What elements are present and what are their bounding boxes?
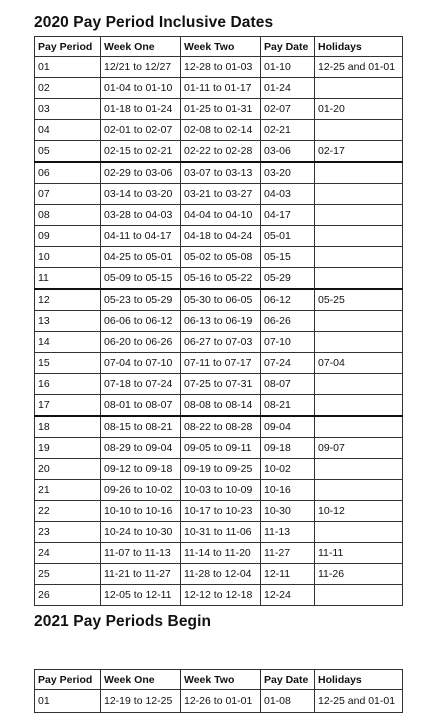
cell-pay-period: 14 [35, 332, 101, 353]
cell-pay-date: 10-02 [261, 459, 315, 480]
cell-holidays [315, 268, 403, 290]
cell-pay-date: 01-24 [261, 78, 315, 99]
cell-holidays [315, 374, 403, 395]
cell-week-one: 08-01 to 08-07 [101, 395, 181, 417]
cell-holidays [315, 162, 403, 184]
cell-holidays: 12-25 and 01-01 [315, 690, 403, 713]
cell-pay-period: 01 [35, 57, 101, 78]
cell-pay-date: 10-30 [261, 501, 315, 522]
cell-pay-date: 07-10 [261, 332, 315, 353]
header-holidays: Holidays [315, 37, 403, 57]
cell-holidays: 09-07 [315, 438, 403, 459]
cell-pay-date: 03-06 [261, 141, 315, 163]
table-row [35, 332, 403, 353]
cell-holidays [315, 78, 403, 99]
header-pay-date: Pay Date [261, 37, 315, 57]
cell-pay-period: 25 [35, 564, 101, 585]
cell-holidays: 02-17 [315, 141, 403, 163]
cell-week-one: 02-29 to 03-06 [101, 162, 181, 184]
header-week-one: Week One [101, 670, 181, 690]
cell-pay-period: 26 [35, 585, 101, 606]
cell-week-two: 06-27 to 07-03 [181, 332, 261, 353]
cell-pay-period: 07 [35, 184, 101, 205]
table-row [35, 162, 403, 184]
cell-pay-period: 15 [35, 353, 101, 374]
cell-pay-date: 01-08 [261, 690, 315, 713]
cell-pay-date: 07-24 [261, 353, 315, 374]
cell-pay-period: 04 [35, 120, 101, 141]
cell-pay-period: 18 [35, 416, 101, 438]
cell-holidays: 11-26 [315, 564, 403, 585]
cell-pay-period: 23 [35, 522, 101, 543]
cell-week-two: 07-25 to 07-31 [181, 374, 261, 395]
cell-week-two: 12-26 to 01-01 [181, 690, 261, 713]
cell-week-one: 09-12 to 09-18 [101, 459, 181, 480]
cell-pay-period: 16 [35, 374, 101, 395]
cell-week-one: 04-11 to 04-17 [101, 226, 181, 247]
cell-week-two: 02-08 to 02-14 [181, 120, 261, 141]
cell-pay-period: 09 [35, 226, 101, 247]
cell-week-two: 03-07 to 03-13 [181, 162, 261, 184]
table-row [35, 585, 403, 606]
cell-week-one: 02-15 to 02-21 [101, 141, 181, 163]
header-week-two: Week Two [181, 670, 261, 690]
cell-pay-date: 06-26 [261, 311, 315, 332]
header-pay-period: Pay Period [35, 670, 101, 690]
header-row [35, 37, 403, 57]
header-pay-period: Pay Period [35, 37, 101, 57]
table-row [35, 480, 403, 501]
cell-week-one: 01-04 to 01-10 [101, 78, 181, 99]
cell-week-two: 12-28 to 01-03 [181, 57, 261, 78]
cell-week-one: 01-18 to 01-24 [101, 99, 181, 120]
header-row [35, 670, 403, 690]
cell-week-one: 08-15 to 08-21 [101, 416, 181, 438]
cell-pay-period: 20 [35, 459, 101, 480]
cell-holidays [315, 120, 403, 141]
table-row [35, 459, 403, 480]
cell-week-one: 09-26 to 10-02 [101, 480, 181, 501]
cell-pay-period: 11 [35, 268, 101, 290]
cell-pay-date: 01-10 [261, 57, 315, 78]
cell-week-two: 04-18 to 04-24 [181, 226, 261, 247]
table-row [35, 289, 403, 311]
pay-periods-2020-table [34, 36, 403, 606]
cell-pay-date: 11-27 [261, 543, 315, 564]
cell-holidays: 01-20 [315, 99, 403, 120]
cell-week-one: 04-25 to 05-01 [101, 247, 181, 268]
cell-pay-period: 17 [35, 395, 101, 417]
header-holidays: Holidays [315, 670, 403, 690]
cell-week-two: 07-11 to 07-17 [181, 353, 261, 374]
cell-pay-period: 08 [35, 205, 101, 226]
cell-week-two: 01-11 to 01-17 [181, 78, 261, 99]
cell-pay-date: 08-07 [261, 374, 315, 395]
cell-holidays [315, 205, 403, 226]
cell-week-two: 10-31 to 11-06 [181, 522, 261, 543]
cell-pay-date: 09-04 [261, 416, 315, 438]
cell-holidays: 10-12 [315, 501, 403, 522]
table-row [35, 184, 403, 205]
cell-pay-date: 12-24 [261, 585, 315, 606]
cell-holidays: 12-25 and 01-01 [315, 57, 403, 78]
cell-week-one: 03-28 to 04-03 [101, 205, 181, 226]
cell-holidays [315, 311, 403, 332]
cell-week-one: 05-09 to 05-15 [101, 268, 181, 290]
header-week-two: Week Two [181, 37, 261, 57]
cell-pay-period: 05 [35, 141, 101, 163]
cell-week-one: 06-06 to 06-12 [101, 311, 181, 332]
table-row [35, 374, 403, 395]
cell-pay-date: 05-01 [261, 226, 315, 247]
cell-week-two: 08-22 to 08-28 [181, 416, 261, 438]
cell-pay-period: 24 [35, 543, 101, 564]
cell-holidays [315, 522, 403, 543]
cell-week-one: 10-10 to 10-16 [101, 501, 181, 522]
cell-week-one: 03-14 to 03-20 [101, 184, 181, 205]
cell-holidays: 05-25 [315, 289, 403, 311]
cell-holidays [315, 226, 403, 247]
cell-pay-period: 03 [35, 99, 101, 120]
cell-week-one: 02-01 to 02-07 [101, 120, 181, 141]
cell-week-one: 11-21 to 11-27 [101, 564, 181, 585]
cell-holidays [315, 184, 403, 205]
cell-week-two: 09-05 to 09-11 [181, 438, 261, 459]
cell-pay-date: 04-03 [261, 184, 315, 205]
cell-week-one: 08-29 to 09-04 [101, 438, 181, 459]
cell-holidays: 07-04 [315, 353, 403, 374]
cell-week-two: 04-04 to 04-10 [181, 205, 261, 226]
cell-week-two: 09-19 to 09-25 [181, 459, 261, 480]
cell-holidays [315, 395, 403, 417]
cell-week-two: 05-02 to 05-08 [181, 247, 261, 268]
pay-periods-2021-table [34, 669, 403, 713]
cell-pay-period: 10 [35, 247, 101, 268]
cell-pay-period: 02 [35, 78, 101, 99]
cell-holidays [315, 247, 403, 268]
cell-pay-period: 22 [35, 501, 101, 522]
header-week-one: Week One [101, 37, 181, 57]
table-row [35, 690, 403, 713]
table-row [35, 78, 403, 99]
table-row [35, 99, 403, 120]
cell-week-one: 07-04 to 07-10 [101, 353, 181, 374]
cell-week-one: 10-24 to 10-30 [101, 522, 181, 543]
cell-pay-date: 05-29 [261, 268, 315, 290]
table-row [35, 311, 403, 332]
cell-holidays [315, 459, 403, 480]
cell-pay-period: 01 [35, 690, 101, 713]
table-row [35, 522, 403, 543]
cell-pay-period: 06 [35, 162, 101, 184]
cell-pay-date: 05-15 [261, 247, 315, 268]
cell-week-one: 12-05 to 12-11 [101, 585, 181, 606]
cell-week-one: 06-20 to 06-26 [101, 332, 181, 353]
cell-pay-date: 12-11 [261, 564, 315, 585]
cell-week-one: 12-19 to 12-25 [101, 690, 181, 713]
table-row [35, 57, 403, 78]
title-2021: 2021 Pay Periods Begin [34, 613, 212, 630]
cell-holidays: 11-11 [315, 543, 403, 564]
cell-pay-period: 21 [35, 480, 101, 501]
cell-week-two: 10-17 to 10-23 [181, 501, 261, 522]
cell-holidays [315, 480, 403, 501]
cell-week-two: 01-25 to 01-31 [181, 99, 261, 120]
table-row [35, 501, 403, 522]
cell-pay-date: 11-13 [261, 522, 315, 543]
cell-week-two: 08-08 to 08-14 [181, 395, 261, 417]
cell-pay-date: 09-18 [261, 438, 315, 459]
cell-week-two: 06-13 to 06-19 [181, 311, 261, 332]
cell-pay-date: 04-17 [261, 205, 315, 226]
cell-week-two: 11-14 to 11-20 [181, 543, 261, 564]
cell-pay-date: 02-21 [261, 120, 315, 141]
cell-week-one: 11-07 to 11-13 [101, 543, 181, 564]
table-row [35, 120, 403, 141]
cell-holidays [315, 416, 403, 438]
table-row [35, 395, 403, 417]
cell-pay-date: 10-16 [261, 480, 315, 501]
cell-pay-date: 03-20 [261, 162, 315, 184]
table-row [35, 543, 403, 564]
header-pay-date: Pay Date [261, 670, 315, 690]
cell-week-two: 11-28 to 12-04 [181, 564, 261, 585]
cell-holidays [315, 585, 403, 606]
cell-week-one: 12/21 to 12/27 [101, 57, 181, 78]
cell-week-two: 12-12 to 12-18 [181, 585, 261, 606]
cell-week-two: 05-30 to 06-05 [181, 289, 261, 311]
cell-holidays [315, 332, 403, 353]
table-row [35, 141, 403, 163]
table-row [35, 226, 403, 247]
cell-week-two: 10-03 to 10-09 [181, 480, 261, 501]
cell-week-two: 03-21 to 03-27 [181, 184, 261, 205]
cell-pay-date: 02-07 [261, 99, 315, 120]
cell-pay-date: 08-21 [261, 395, 315, 417]
title-2020: 2020 Pay Period Inclusive Dates [34, 14, 274, 31]
table-row [35, 205, 403, 226]
cell-pay-period: 19 [35, 438, 101, 459]
table-row [35, 564, 403, 585]
cell-pay-period: 12 [35, 289, 101, 311]
table-row [35, 416, 403, 438]
table-row [35, 353, 403, 374]
table-row [35, 247, 403, 268]
cell-pay-period: 13 [35, 311, 101, 332]
table-row [35, 268, 403, 290]
cell-week-two: 02-22 to 02-28 [181, 141, 261, 163]
cell-week-one: 07-18 to 07-24 [101, 374, 181, 395]
cell-pay-date: 06-12 [261, 289, 315, 311]
table-row [35, 438, 403, 459]
cell-week-one: 05-23 to 05-29 [101, 289, 181, 311]
cell-week-two: 05-16 to 05-22 [181, 268, 261, 290]
